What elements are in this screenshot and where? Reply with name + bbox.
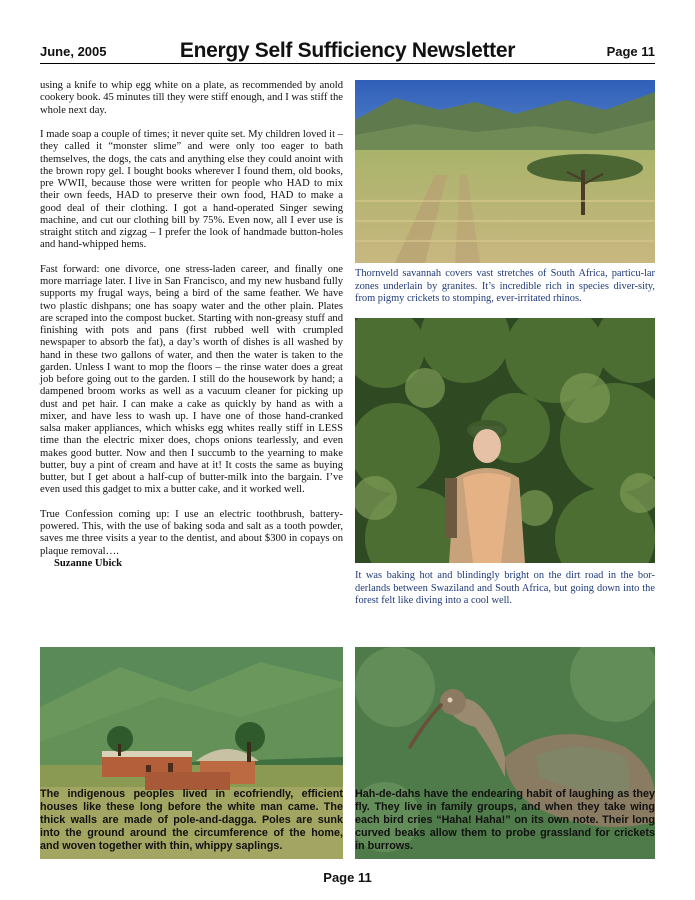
article-paragraph: Fast forward: one divorce, one stress-laden career, and finally one more marriage later. I live in San Francisco, and my new husband fully supports my frugal ways, being a bird of the same feather. We have two plastic dishpans; one has soapy water and the other plain. Plates are scraped into the compost bucket. Starting with non-greasy stuff and finishing with pots and pans (first rubbed well with crumpled newspaper to absorb the fat), a day’s worth of dishes is all washed by hand in these two gallons of water, and then the water is taken to the garden. Unless I want to mop the floors – the rinse water does a great job before going out to the garden. I still do the housework by hand; a dampened broom works as well as a vacuum cleaner for picking up dust and pet hair. I can make a cake as quickly by hand as with a mixer, and have less to wash up. I have one of those hand-cranked salsa maker appliances, which whisks egg whites really stiff in LESS time than the electric mixer does, chops onions tearlessly, and even makes good butter. Now and then I succumb to the yearning to make butter, buy a pint of cream and have at it! It costs the same as buying butter, but I get about a half-cup of butter-milk into the bargain. I’ve even used this gadget to mix a butter cake, and it worked well.: [40, 263, 343, 496]
issue-date: June, 2005: [40, 44, 107, 59]
article-column: [40, 80, 343, 570]
forest-caption: It was baking hot and blindingly bright on the dirt road in the bor-derlands between Swaziland and South Africa, but going down into the forest felt like diving into a cool well.: [355, 570, 655, 606]
forest-photo: [355, 318, 655, 563]
savannah-photo: [355, 80, 655, 263]
savannah-landscape-image: [355, 80, 655, 263]
header-page-number: Page 11: [606, 44, 655, 59]
birds-caption: Hah-de-dahs have the endearing habit of laughing as they fly. They live in family groups, and when they take wing each bird cries “Haha! Haha!” on its own note. Their long curved beaks allow them to probe grassland for crickets in burrows.: [355, 788, 655, 852]
author-signature: Suzanne Ubick: [54, 557, 122, 569]
savannah-caption: Thornveld savannah covers vast stretches of South Africa, particu-lar zones underlain by granites. It’s incredible rich in species diver-sity, from pigmy crickets to stomping, ever-irritated rhinos.: [355, 268, 655, 304]
newsletter-title: Energy Self Sufficiency Newsletter: [179, 39, 516, 62]
houses-caption: The indigenous peoples lived in ecofriendly, efficient houses like these long before the white man came. The thick walls are made of pole-and-dagga. Poles are sunk into the ground around the circumference of the home, and woven together with thin, whippy saplings.: [40, 788, 343, 852]
article-paragraph: True Confession coming up: I use an electric toothbrush, battery-powered. This, with the use of baking soda and salt as a tooth powder, saves me three visits a year to the dentist, and about $300 in copays on plaque removal….: [40, 508, 343, 557]
forest-woman-image: [355, 318, 655, 563]
article-paragraph: I made soap a couple of times; it never quite set. My children loved it – they called it “monster slime” and were only too eager to bath themselves, the dogs, the cats and anything else they could anoint with the brown ropy gel. I bought books wherever I found them, old books, pre WWII, because those were written for people who HAD to mix their own feeds, HAD to preserve their own food, HAD to make a good deal of their clothing. I got a hand-operated Singer sewing machine, and cut our clothing bill by 75%. Even now, all I ever use is straight stitch and zigzag – I prefer the look of handmade button-holes and hand-whipped hems.: [40, 129, 343, 251]
newsletter-header: [40, 40, 655, 64]
footer-page-number: Page 11: [323, 870, 372, 885]
article-paragraph: using a knife to whip egg white on a plate, as recommended by anold cookery book. 45 minutes till they were stiff enough, and I was stiff the whole next day.: [40, 80, 343, 116]
